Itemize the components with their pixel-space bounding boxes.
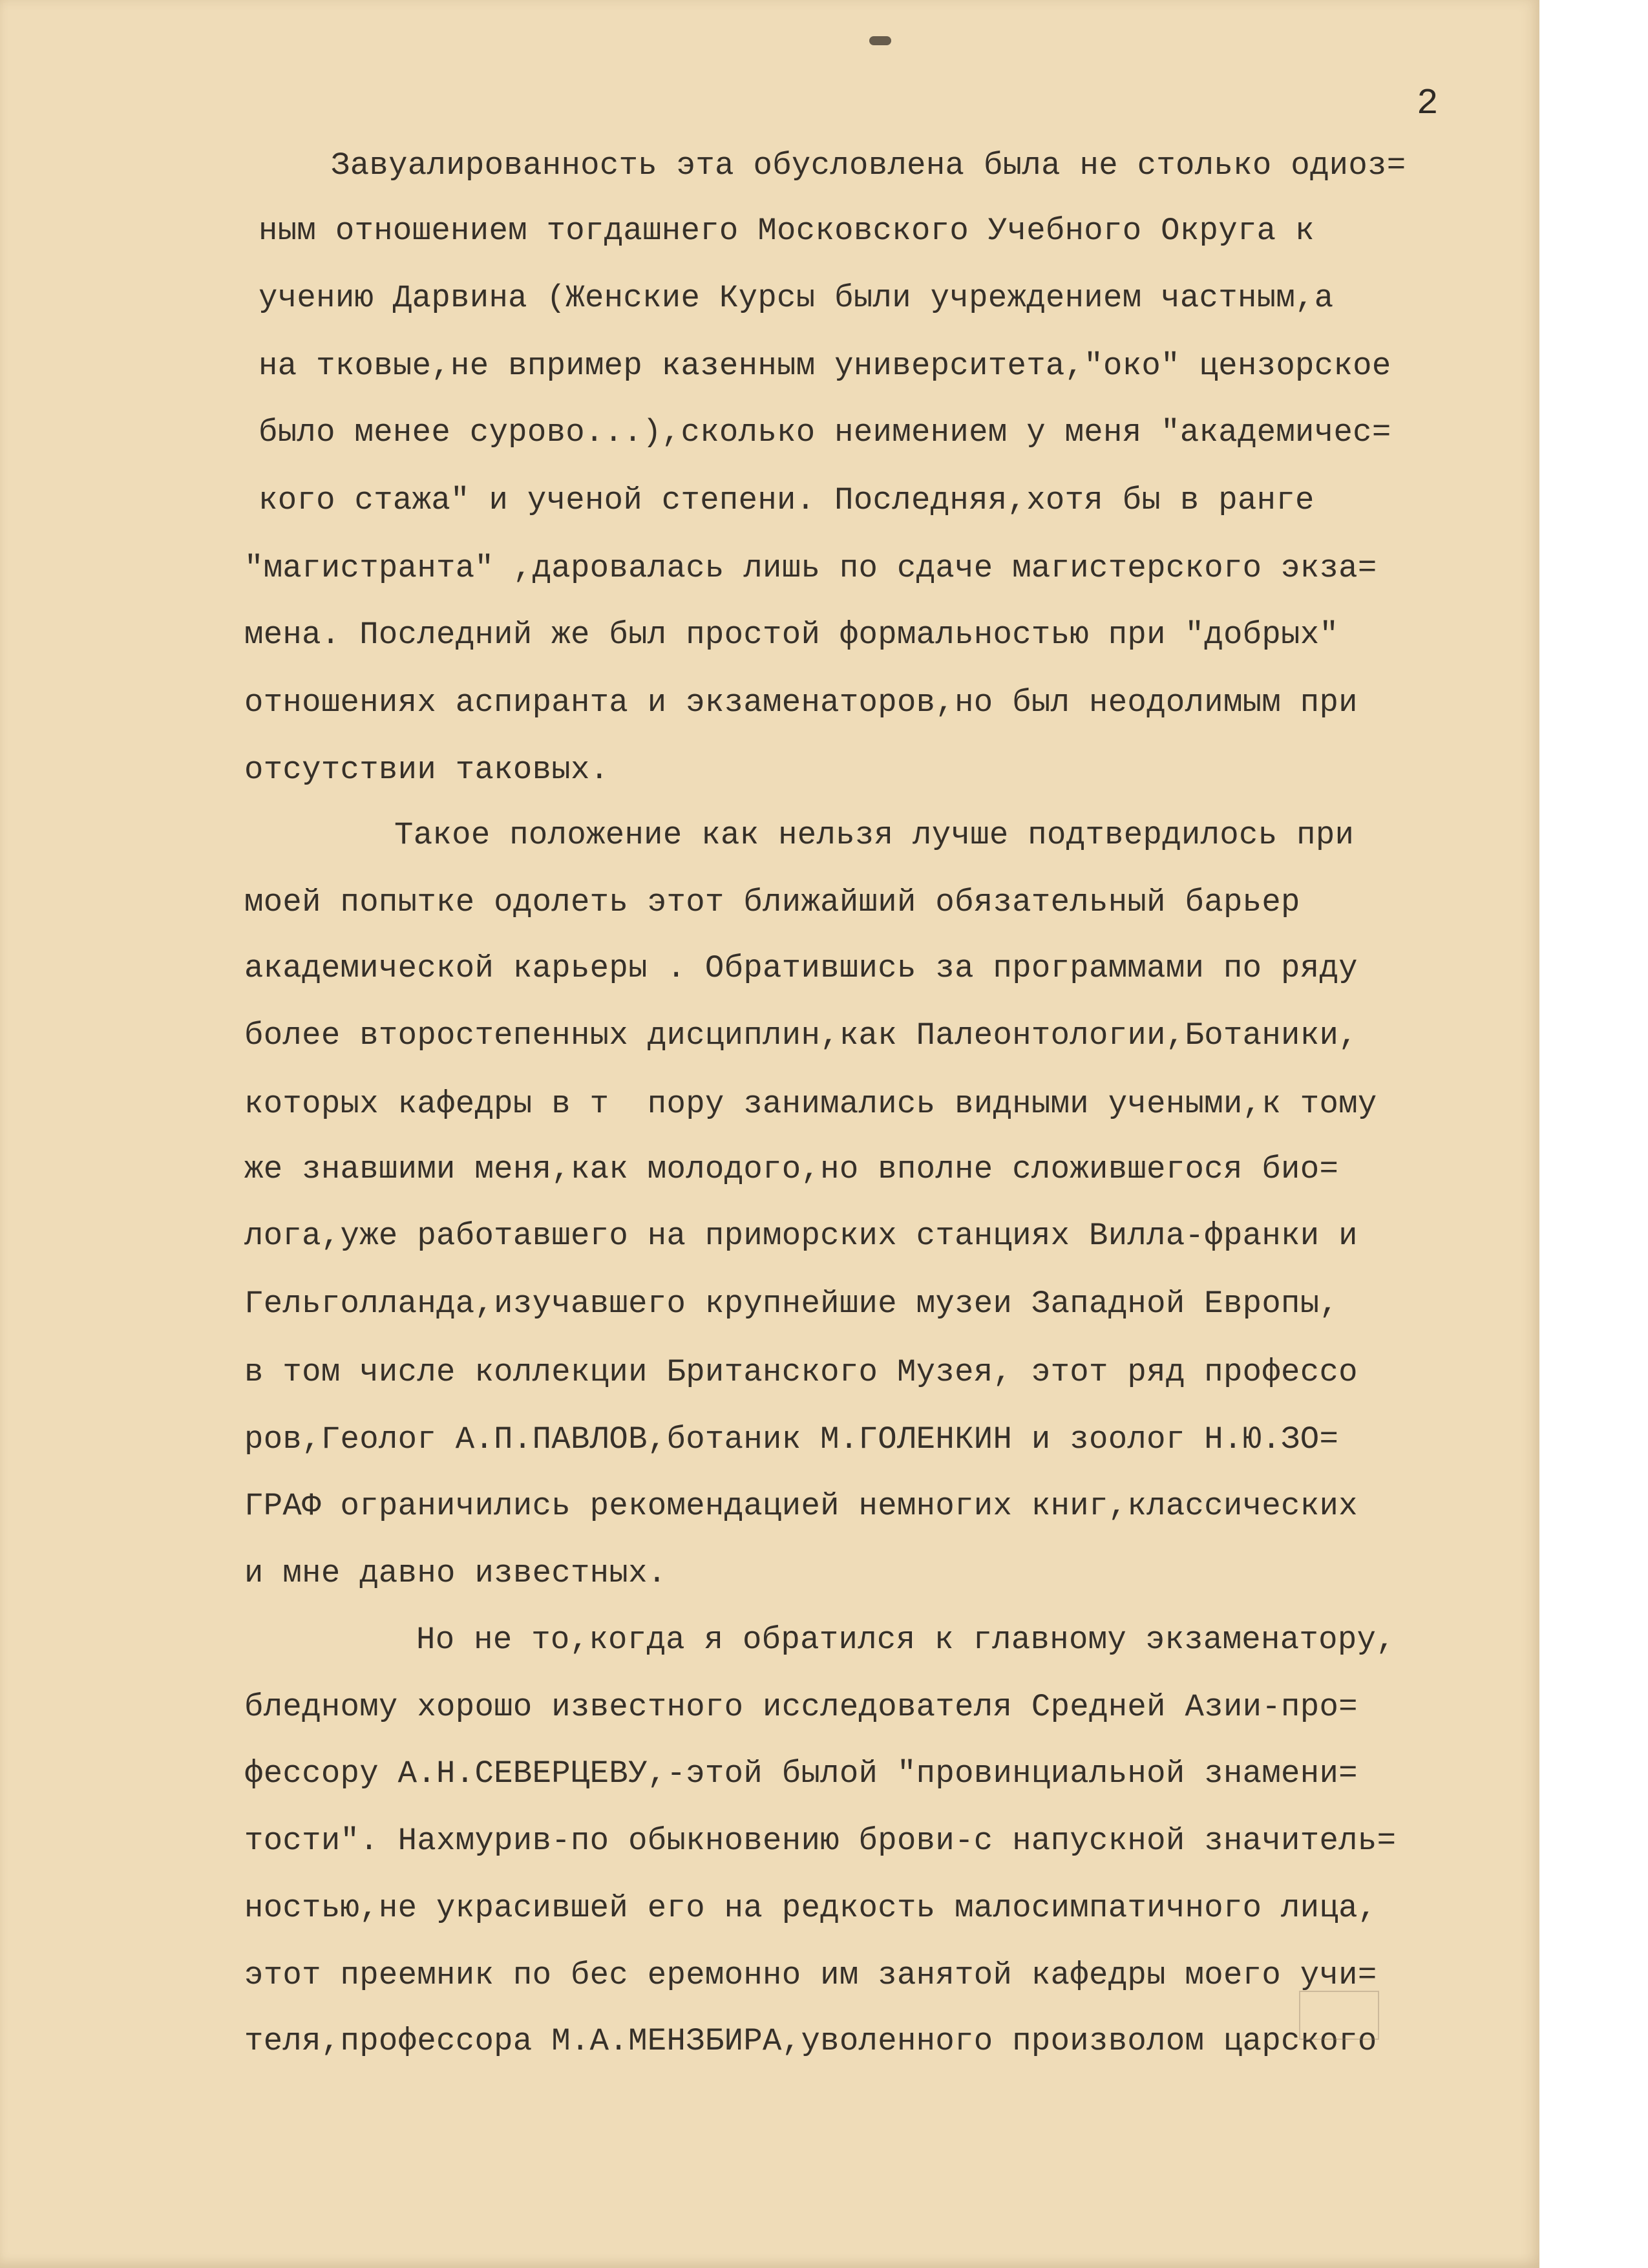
text-line: ГРАФ ограничились рекомендацией немногих книг,классических bbox=[244, 1488, 1358, 1524]
text-line: которых кафедры в т пору занимались видными учеными,к тому bbox=[244, 1086, 1377, 1122]
text-line: ров,Геолог А.П.ПАВЛОВ,ботаник М.ГОЛЕНКИН и зоолог Н.Ю.ЗО= bbox=[244, 1421, 1339, 1457]
text-line: Гельголланда,изучавшего крупнейшие музеи Западной Европы, bbox=[244, 1286, 1339, 1322]
text-line: бледному хорошо известного исследователя Средней Азии-про= bbox=[244, 1689, 1358, 1725]
text-line: на тковые,не впример казенным университета,"око" цензорское bbox=[259, 348, 1391, 384]
scan-margin bbox=[1539, 0, 1648, 2268]
text-line: ностью,не украсившей его на редкость малосимпатичного лица, bbox=[244, 1890, 1377, 1926]
text-line: отношениях аспиранта и экзаменаторов,но был неодолимым при bbox=[244, 684, 1358, 721]
text-line: Завуалированность эта обусловлена была не столько одиоз= bbox=[331, 147, 1406, 184]
text-line: ным отношением тогдашнего Московского Учебного Округа к bbox=[259, 213, 1315, 249]
text-line: моей попытке одолеть этот ближайший обязательный барьер bbox=[244, 884, 1300, 920]
text-line: академической карьеры . Обратившись за программами по ряду bbox=[244, 950, 1358, 986]
punch-mark bbox=[869, 36, 891, 45]
text-line: в том числе коллекции Британского Музея, этот ряд профессо bbox=[244, 1354, 1358, 1390]
text-line: отсутствии таковых. bbox=[244, 752, 609, 788]
text-line: учению Дарвина (Женские Курсы были учреждением частным,а bbox=[259, 280, 1334, 316]
text-line: же знавшими меня,как молодого,но вполне сложившегося био= bbox=[244, 1151, 1339, 1187]
text-line: кого стажа" и ученой степени. Последняя,хотя бы в ранге bbox=[259, 482, 1315, 518]
text-line: лога,уже работавшего на приморских станциях Вилла-франки и bbox=[244, 1218, 1358, 1254]
text-line: теля,профессора М.А.МЕНЗБИРА,уволенного произволом царского bbox=[244, 2023, 1377, 2059]
page-number: 2 bbox=[1417, 83, 1439, 124]
text-line: было менее сурово...),сколько неимением у меня "академичес= bbox=[259, 414, 1391, 450]
text-line: мена. Последний же был простой формальностью при "добрых" bbox=[244, 617, 1339, 653]
text-line: "магистранта" ,даровалась лишь по сдаче магистерского экза= bbox=[244, 550, 1377, 586]
text-line: тости". Нахмурив-по обыкновению брови-с напускной значитель= bbox=[244, 1823, 1397, 1859]
text-line: более второстепенных дисциплин,как Палеонтологии,Ботаники, bbox=[244, 1017, 1358, 1054]
text-line: Но не то,когда я обратился к главному экзаменатору, bbox=[416, 1622, 1395, 1658]
faint-stamp bbox=[1299, 1991, 1379, 2040]
text-line: и мне давно известных. bbox=[244, 1555, 667, 1591]
text-line: этот преемник по бес еремонно им занятой кафедры моего учи= bbox=[244, 1957, 1377, 1993]
text-line: Такое положение как нельзя лучше подтвердилось при bbox=[394, 817, 1355, 853]
text-line: фессору А.Н.СЕВЕРЦЕВУ,-этой былой "провинциальной знамени= bbox=[244, 1755, 1358, 1792]
